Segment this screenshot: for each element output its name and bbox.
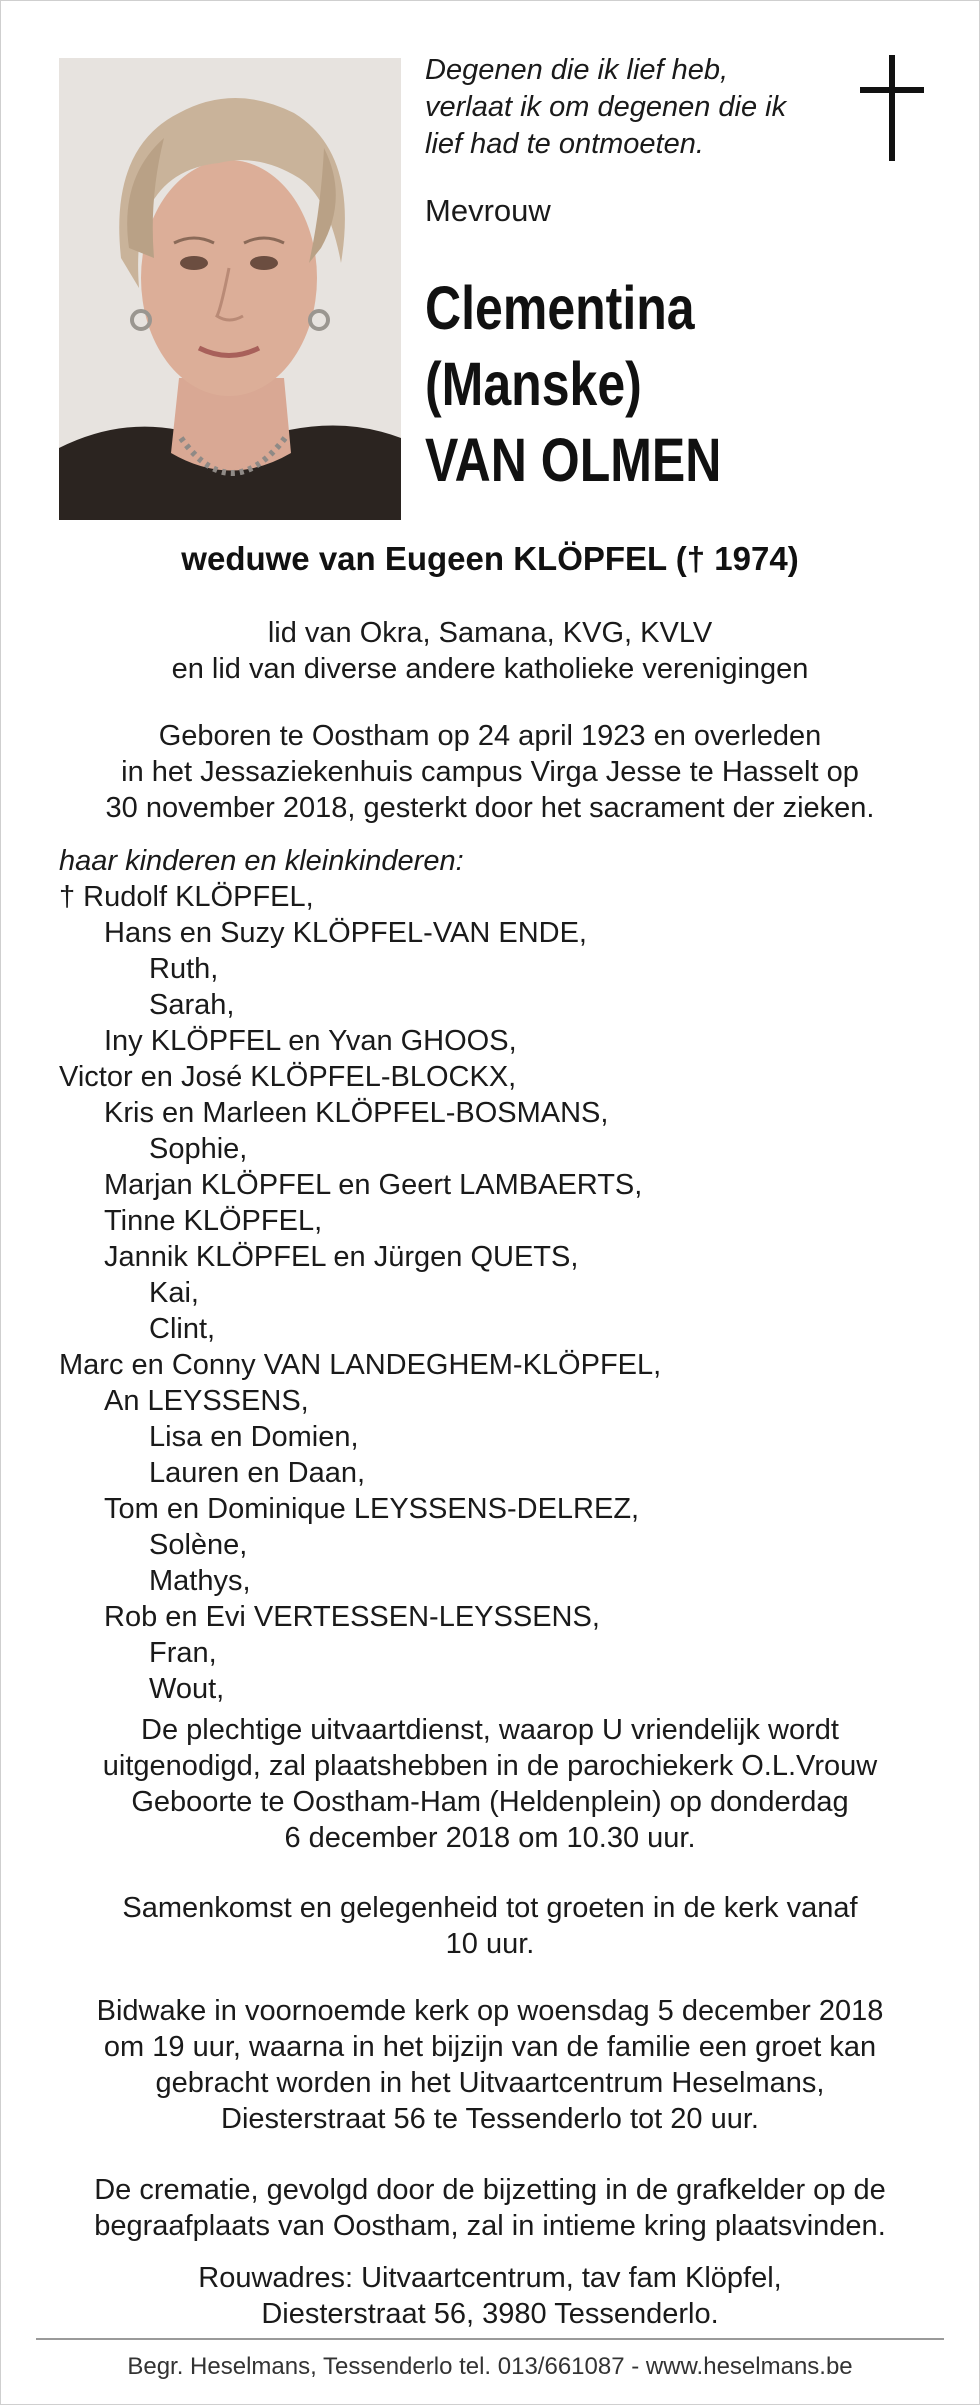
family-member: Sarah, [149,989,235,1021]
mourning-address [0,2260,980,2332]
membership-line: lid van Okra, Samana, KVG, KVLV [267,617,713,649]
vigil-text [0,1993,980,2137]
funeral-line: uitgenodigd, zal plaatshebben in de parochiekerk O.L.Vrouw [102,1750,878,1782]
family-member: Hans en Suzy KLÖPFEL-VAN ENDE, [104,917,587,949]
family-member: Marjan KLÖPFEL en Geert LAMBAERTS, [104,1169,643,1201]
deceased-name [425,270,721,498]
cross-icon [860,55,924,161]
widow-line: weduwe van Eugeen KLÖPFEL († 1974) [181,540,799,577]
family-member: † Rudolf KLÖPFEL, [59,881,314,913]
family-member: Tom en Dominique LEYSSENS-DELREZ, [104,1493,640,1525]
address-line: Diesterstraat 56, 3980 Tessenderlo. [261,2298,719,2330]
portrait-photo [59,58,401,520]
cremation-line: begraafplaats van Oostham, zal in intieme kring plaatsvinden. [94,2210,886,2242]
family-member: Sophie, [149,1133,248,1165]
vigil-line: Diesterstraat 56 te Tessenderlo tot 20 uur. [221,2103,759,2135]
footer-credit: Begr. Heselmans, Tessenderlo tel. 013/661087 - www.heselmans.be [127,2353,853,2380]
birth-death-line: Geboren te Oostham op 24 april 1923 en overleden [158,720,822,752]
birth-death-line: in het Jessaziekenhuis campus Virga Jesse te Hasselt op [121,756,859,788]
gathering-line: Samenkomst en gelegenheid tot groeten in de kerk vanaf [122,1892,858,1924]
epigraph-quote [425,52,825,163]
quote-line: Degenen die ik lief heb, [425,54,729,86]
quote-line: verlaat ik om degenen die ik [425,91,787,123]
funeral-line: Geboorte te Oostham-Ham (Heldenplein) op donderdag [131,1786,849,1818]
name-line: Clementina [425,274,695,342]
gathering-line: 10 uur. [445,1928,535,1960]
birth-death-text [0,718,980,826]
birth-death-line: 30 november 2018, gesterkt door het sacrament der zieken. [105,792,875,824]
family-member: Fran, [149,1637,217,1669]
family-member: Clint, [149,1313,216,1345]
footer-divider [36,2338,944,2340]
family-member: Rob en Evi VERTESSEN-LEYSSENS, [104,1601,600,1633]
family-member: Victor en José KLÖPFEL-BLOCKX, [59,1061,517,1093]
vigil-line: om 19 uur, waarna in het bijzijn van de familie een groet kan [103,2031,877,2063]
family-member: Tinne KLÖPFEL, [104,1205,323,1237]
family-member: Iny KLÖPFEL en Yvan GHOOS, [104,1025,517,1057]
gathering-text [0,1890,980,1962]
vigil-line: gebracht worden in het Uitvaartcentrum Heselmans, [155,2067,825,2099]
funeral-line: 6 december 2018 om 10.30 uur. [284,1822,696,1854]
vigil-line: Bidwake in voornoemde kerk op woensdag 5 december 2018 [96,1995,884,2027]
family-member: Solène, [149,1529,248,1561]
family-member: Lauren en Daan, [149,1457,366,1489]
family-member: Marc en Conny VAN LANDEGHEM-KLÖPFEL, [59,1349,662,1381]
quote-line: lief had te ontmoeten. [425,128,704,160]
title-prefix: Mevrouw [425,193,551,228]
family-member: Ruth, [149,953,219,985]
family-member: Jannik KLÖPFEL en Jürgen QUETS, [104,1241,579,1273]
funeral-text [0,1712,980,1856]
address-line: Rouwadres: Uitvaartcentrum, tav fam Klöpfel, [198,2262,782,2294]
cremation-text [0,2172,980,2244]
family-member: An LEYSSENS, [104,1385,309,1417]
membership-line: en lid van diverse andere katholieke verenigingen [171,653,809,685]
family-list [59,843,661,1707]
name-line: VAN OLMEN [425,426,722,494]
family-member: Lisa en Domien, [149,1421,359,1453]
funeral-line: De plechtige uitvaartdienst, waarop U vriendelijk wordt [141,1714,839,1746]
family-member: Wout, [149,1673,225,1705]
family-member: Kai, [149,1277,199,1309]
family-header: haar kinderen en kleinkinderen: [59,845,464,877]
family-member: Kris en Marleen KLÖPFEL-BOSMANS, [104,1097,609,1129]
name-line: (Manske) [425,350,642,418]
cremation-line: De crematie, gevolgd door de bijzetting in de grafkelder op de [94,2174,886,2206]
family-member: Mathys, [149,1565,251,1597]
memberships [0,615,980,687]
